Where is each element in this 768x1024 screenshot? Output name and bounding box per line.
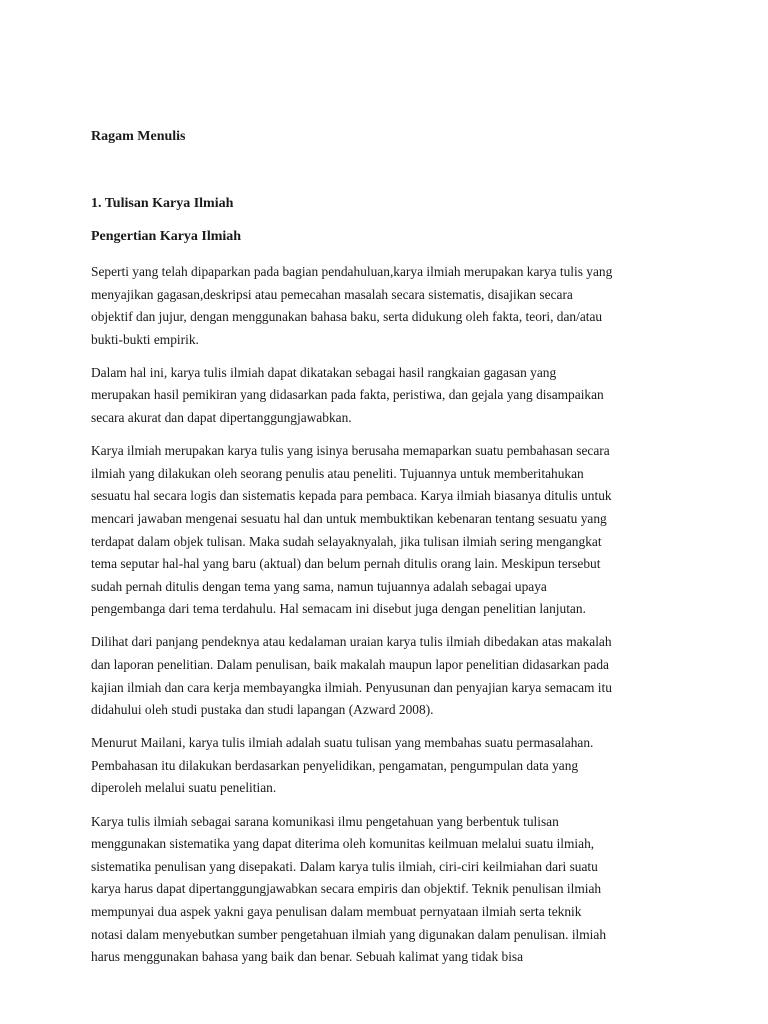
paragraph	[91, 362, 691, 430]
paragraph-line: dan laporan penelitian. Dalam penulisan, baik makalah maupun lapor penelitian didasarkan pada	[91, 657, 609, 672]
paragraph-line: bukti-bukti empirik.	[91, 331, 199, 347]
paragraph	[91, 261, 691, 351]
paragraph-line: sesuatu hal secara logis dan sistematis kepada para pembaca. Karya ilmiah biasanya ditulis untuk	[91, 488, 612, 504]
paragraph-line: Menurut Mailani, karya tulis ilmiah adalah suatu tulisan yang membahas suatu permasalahan.	[91, 735, 594, 751]
sub-heading: Pengertian Karya Ilmiah	[91, 229, 242, 244]
paragraph-line: diperoleh melalui suatu penelitian.	[91, 780, 277, 796]
paragraph-line: sudah pernah ditulis dengan tema yang sama, namun tujuannya adalah sebagai upaya	[91, 578, 547, 594]
paragraph-line: mencari jawaban mengenai sesuatu hal dan untuk membuktikan kebenaran tentang sesuatu yang	[91, 510, 607, 526]
paragraph-line: Karya ilmiah merupakan karya tulis yang isinya berusaha memaparkan suatu pembahasan secara	[91, 443, 610, 459]
paragraph-line: objektif dan jujur, dengan menggunakan bahasa baku, serta didukung oleh fakta, teori, dan/atau	[91, 309, 603, 325]
paragraph-line: merupakan hasil pemikiran yang didasarkan pada fakta, peristiwa, dan gejala yang disampaikan	[91, 387, 604, 403]
paragraph-line: tema seputar hal-hal yang baru (aktual) dan belum pernah ditulis orang lain. Meskipun tersebut	[91, 556, 601, 572]
paragraph-line: sistematika penulisan yang disepakati. Dalam karya tulis ilmiah, ciri-ciri keilmiahan dari suatu	[91, 858, 598, 874]
paragraph-line: kajian ilmiah dan cara kerja membayangka ilmiah. Penyusunan dan penyajian karya semacam itu	[91, 679, 612, 695]
paragraph-line: Karya tulis ilmiah sebagai sarana komunikasi ilmu pengetahuan yang berbentuk tulisan	[91, 813, 559, 829]
paragraph-line: didahului oleh studi pustaka dan studi lapangan (Azward 2008).	[91, 702, 434, 718]
paragraph-line: ilmiah yang dilakukan oleh seorang penulis atau peneliti. Tujuannya untuk memberitahukan	[91, 465, 584, 481]
paragraph	[91, 440, 691, 621]
paragraph-line: Pembahasan itu dilakukan berdasarkan penyelidikan, pengamatan, pengumpulan data yang	[91, 757, 579, 773]
paragraph-line: Seperti yang telah dipaparkan pada bagian pendahuluan,karya ilmiah merupakan karya tulis yang	[91, 264, 613, 279]
paragraph	[91, 732, 691, 800]
paragraph-line: notasi dalam menyebutkan sumber pengetahuan ilmiah yang digunakan dalam penulisan. ilmiah	[91, 926, 607, 942]
paragraph-line: terdapat dalam objek tulisan. Maka sudah selayaknyalah, jika tulisan ilmiah sering mengangkat	[91, 533, 602, 549]
paragraph-line: menggunakan sistematika yang dapat diterima oleh komunitas keilmuan melalui suatu ilmiah,	[91, 836, 595, 852]
paragraph	[91, 811, 691, 969]
section-heading: 1. Tulisan Karya Ilmiah	[91, 196, 234, 211]
document-title: Ragam Menulis	[91, 129, 186, 144]
paragraph-line: Dilihat dari panjang pendeknya atau kedalaman uraian karya tulis ilmiah dibedakan atas makalah	[91, 634, 612, 650]
paragraph	[91, 631, 691, 721]
paragraph-line: pengembanga dari tema terdahulu. Hal semacam ini disebut juga dengan penelitian lanjutan.	[91, 601, 586, 617]
paragraph-line: harus menggunakan bahasa yang baik dan benar. Sebuah kalimat yang tidak bisa	[91, 949, 524, 965]
paragraph-line: menyajikan gagasan,deskripsi atau pemecahan masalah secara sistematis, disajikan secara	[91, 286, 573, 302]
paragraph-line: karya harus dapat dipertanggungjawabkan secara empiris dan objektif. Teknik penulisan ilmiah	[91, 881, 602, 897]
paragraph-line: secara akurat dan dapat dipertanggungjawabkan.	[91, 410, 352, 426]
paragraph-line: Dalam hal ini, karya tulis ilmiah dapat dikatakan sebagai hasil rangkaian gagasan yang	[91, 364, 557, 380]
paragraph-line: mempunyai dua aspek yakni gaya penulisan dalam membuat pernyataan ilmiah serta teknik	[91, 903, 582, 919]
body-text	[91, 261, 691, 979]
